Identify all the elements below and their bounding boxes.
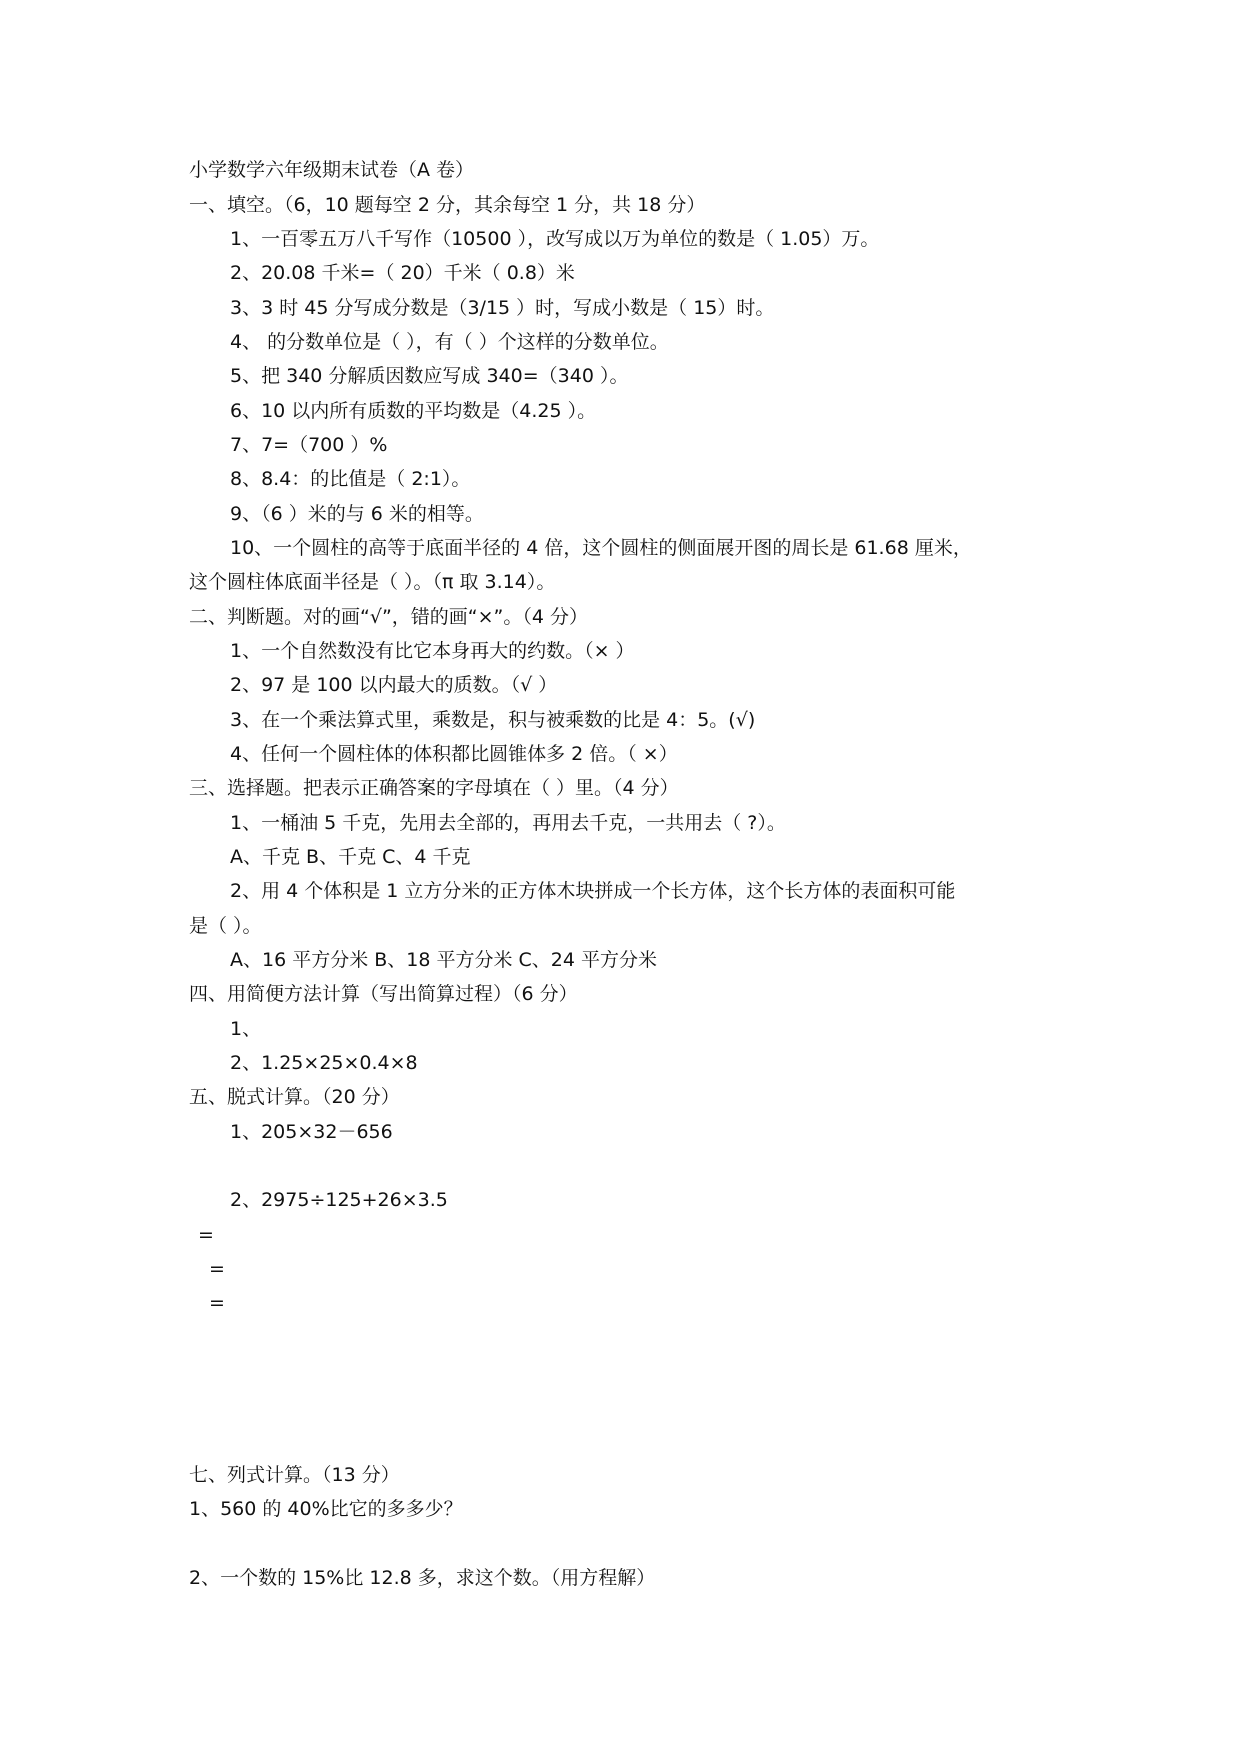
- s1-question-2: 2、20.08 千米=（ 20）千米（ 0.8）米: [230, 262, 575, 284]
- s1-question-8: 8、8.4：的比值是（ 2:1）。: [230, 468, 471, 490]
- s1-question-7: 7、7=（700 ）%: [230, 434, 388, 456]
- s3-question-2-options: A、16 平方分米 B、18 平方分米 C、24 平方分米: [230, 949, 658, 971]
- s1-question-10-line-1: 10、一个圆柱的高等于底面半径的 4 倍，这个圆柱的侧面展开图的周长是 61.68 厘米，: [230, 537, 972, 559]
- s3-question-2-line-2: 是（ ）。: [189, 915, 262, 937]
- s5-equals-1: =: [198, 1224, 214, 1246]
- s1-question-10-line-2: 这个圆柱体底面半径是（ ）。（π 取 3.14）。: [189, 571, 556, 593]
- s1-question-5: 5、把 340 分解质因数应写成 340=（340 ）。: [230, 365, 629, 387]
- section-4-heading: 四、用简便方法计算（写出简算过程）（6 分）: [189, 983, 578, 1005]
- s7-question-1: 1、560 的 40%比它的多多少？: [189, 1498, 463, 1520]
- s1-question-9: 9、（6 ）米的与 6 米的相等。: [230, 503, 484, 525]
- section-1-heading: 一、填空。（6，10 题每空 2 分，其余每空 1 分，共 18 分）: [189, 194, 706, 216]
- section-5-heading: 五、脱式计算。（20 分）: [189, 1086, 400, 1108]
- s5-equals-2: =: [209, 1258, 225, 1280]
- section-7-heading: 七、列式计算。（13 分）: [189, 1464, 400, 1486]
- exam-title: 小学数学六年级期末试卷（A 卷）: [189, 159, 475, 181]
- s3-question-2-line-1: 2、用 4 个体积是 1 立方分米的正方体木块拼成一个长方体，这个长方体的表面积可能: [230, 880, 956, 902]
- section-2-heading: 二、判断题。对的画“√”，错的画“×”。（4 分）: [189, 606, 589, 628]
- section-3-heading: 三、选择题。把表示正确答案的字母填在（ ）里。（4 分）: [189, 777, 679, 799]
- s2-question-4: 4、任何一个圆柱体的体积都比圆锥体多 2 倍。（ ×）: [230, 743, 678, 765]
- s1-question-1: 1、一百零五万八千写作（10500 ），改写成以万为单位的数是（ 1.05）万。: [230, 228, 880, 250]
- s5-equals-3: =: [209, 1292, 225, 1314]
- s3-question-1: 1、一桶油 5 千克，先用去全部的，再用去千克，一共用去（ ?）。: [230, 812, 786, 834]
- s4-question-2: 2、1.25×25×0.4×8: [230, 1052, 418, 1074]
- s2-question-3: 3、在一个乘法算式里，乘数是，积与被乘数的比是 4：5。(√): [230, 709, 756, 731]
- s5-question-2: 2、2975÷125+26×3.5: [230, 1189, 448, 1211]
- s5-question-1: 1、205×32－656: [230, 1121, 393, 1143]
- s7-question-2: 2、一个数的 15%比 12.8 多，求这个数。（用方程解）: [189, 1567, 656, 1589]
- s1-question-4: 4、 的分数单位是（ ），有（ ）个这样的分数单位。: [230, 331, 669, 353]
- s3-question-1-options: A、千克 B、千克 C、4 千克: [230, 846, 471, 868]
- s1-question-3: 3、3 时 45 分写成分数是（3/15 ）时，写成小数是（ 15）时。: [230, 297, 775, 319]
- s2-question-1: 1、一个自然数没有比它本身再大的约数。（× ）: [230, 640, 635, 662]
- s1-question-6: 6、10 以内所有质数的平均数是（4.25 ）。: [230, 400, 597, 422]
- s2-question-2: 2、97 是 100 以内最大的质数。（√ ）: [230, 674, 558, 696]
- s4-question-1: 1、: [230, 1018, 262, 1040]
